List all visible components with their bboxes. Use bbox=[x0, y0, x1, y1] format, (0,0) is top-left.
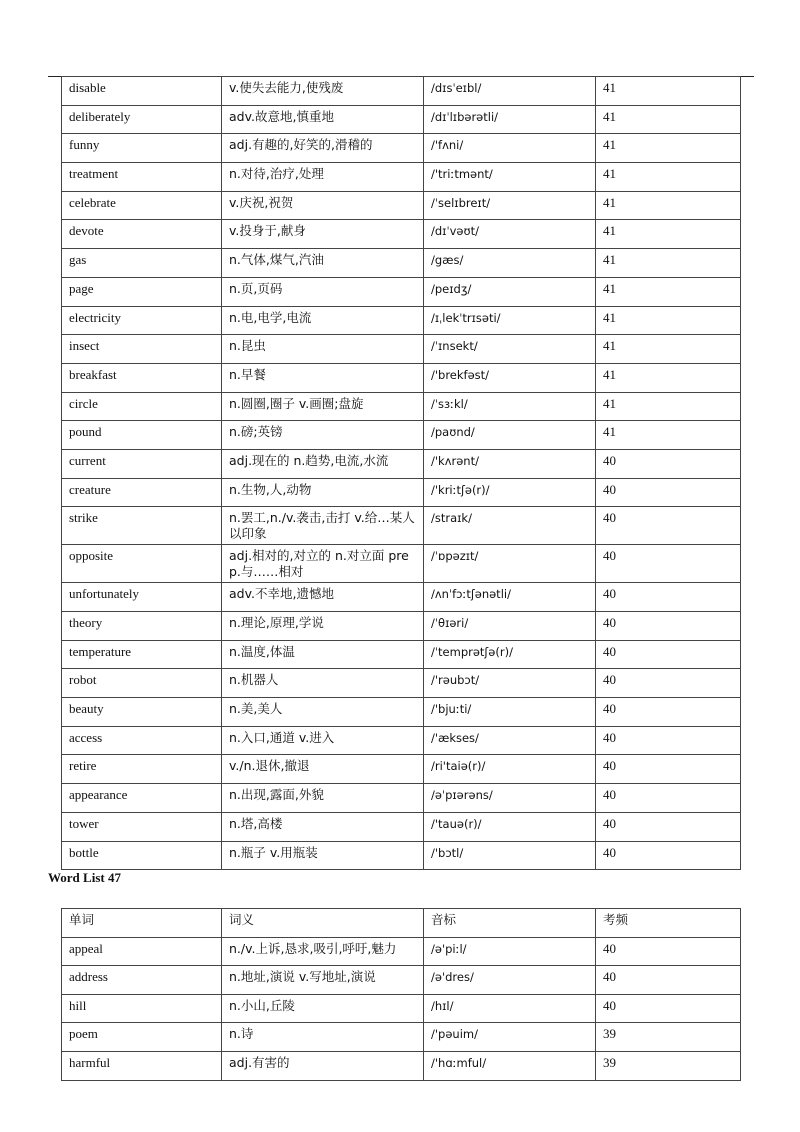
meaning-cell: n.磅;英镑 bbox=[222, 421, 424, 450]
table-row bbox=[62, 421, 741, 450]
ipa-cell: /'kriːtʃə(r)/ bbox=[424, 478, 596, 507]
frequency-cell: 41 bbox=[596, 105, 741, 134]
word-cell: disable bbox=[62, 77, 222, 106]
meaning-cell: n.罢工,n./v.袭击,击打 v.给…某人以印象 bbox=[222, 507, 424, 545]
table-row bbox=[62, 937, 741, 966]
frequency-cell: 41 bbox=[596, 277, 741, 306]
frequency-cell: 40 bbox=[596, 449, 741, 478]
meaning-cell: n.气体,煤气,汽油 bbox=[222, 249, 424, 278]
meaning-cell: n.对待,治疗,处理 bbox=[222, 163, 424, 192]
ipa-cell: /ʌnˈfɔːtʃənətli/ bbox=[424, 583, 596, 612]
word-cell: breakfast bbox=[62, 363, 222, 392]
table-row bbox=[62, 726, 741, 755]
ipa-cell: /'hɑːmful/ bbox=[424, 1051, 596, 1080]
frequency-cell: 41 bbox=[596, 335, 741, 364]
ipa-cell: /ˈɪnsekt/ bbox=[424, 335, 596, 364]
frequency-cell: 41 bbox=[596, 134, 741, 163]
ipa-cell: /'fʌni/ bbox=[424, 134, 596, 163]
meaning-cell: adj.有害的 bbox=[222, 1051, 424, 1080]
word-cell: treatment bbox=[62, 163, 222, 192]
word-cell: creature bbox=[62, 478, 222, 507]
table-row bbox=[62, 545, 741, 583]
meaning-cell: adj.现在的 n.趋势,电流,水流 bbox=[222, 449, 424, 478]
frequency-cell: 41 bbox=[596, 363, 741, 392]
table-row bbox=[62, 191, 741, 220]
meaning-cell: n.瓶子 v.用瓶装 bbox=[222, 841, 424, 870]
word-cell: page bbox=[62, 277, 222, 306]
meaning-cell: n.电,电学,电流 bbox=[222, 306, 424, 335]
vocabulary-table-main bbox=[61, 76, 741, 870]
word-cell: funny bbox=[62, 134, 222, 163]
frequency-cell: 41 bbox=[596, 392, 741, 421]
table-row bbox=[62, 306, 741, 335]
word-cell: address bbox=[62, 966, 222, 995]
table-row bbox=[62, 507, 741, 545]
meaning-cell: n.昆虫 bbox=[222, 335, 424, 364]
meaning-cell: v.庆祝,祝贺 bbox=[222, 191, 424, 220]
frequency-cell: 40 bbox=[596, 545, 741, 583]
table-row bbox=[62, 583, 741, 612]
meaning-cell: v.投身于,献身 bbox=[222, 220, 424, 249]
meaning-cell: n.塔,高楼 bbox=[222, 812, 424, 841]
word-cell: deliberately bbox=[62, 105, 222, 134]
meaning-cell: adv.不幸地,遗憾地 bbox=[222, 583, 424, 612]
ipa-cell: /'pəuim/ bbox=[424, 1023, 596, 1052]
frequency-cell: 40 bbox=[596, 755, 741, 784]
vocabulary-table-list47-body bbox=[62, 909, 741, 1081]
vocabulary-table-list47 bbox=[61, 908, 741, 1081]
word-cell: current bbox=[62, 449, 222, 478]
table-row bbox=[62, 478, 741, 507]
table-row bbox=[62, 1023, 741, 1052]
meaning-cell: v.使失去能力,使残废 bbox=[222, 77, 424, 106]
word-cell: appearance bbox=[62, 784, 222, 813]
word-cell: insect bbox=[62, 335, 222, 364]
word-cell: temperature bbox=[62, 640, 222, 669]
ipa-cell: /dɪˈvəʊt/ bbox=[424, 220, 596, 249]
frequency-cell: 40 bbox=[596, 507, 741, 545]
table-row bbox=[62, 220, 741, 249]
table-row bbox=[62, 698, 741, 727]
table-row bbox=[62, 755, 741, 784]
vocabulary-table-main-body bbox=[62, 77, 741, 870]
meaning-cell: adj.相对的,对立的 n.对立面 prep.与……相对 bbox=[222, 545, 424, 583]
ipa-cell: /paʊnd/ bbox=[424, 421, 596, 450]
table-row bbox=[62, 784, 741, 813]
word-cell: strike bbox=[62, 507, 222, 545]
word-cell: electricity bbox=[62, 306, 222, 335]
ipa-cell: /ə'dres/ bbox=[424, 966, 596, 995]
ipa-cell: /'bjuːti/ bbox=[424, 698, 596, 727]
frequency-cell: 40 bbox=[596, 640, 741, 669]
ipa-cell: /hɪl/ bbox=[424, 994, 596, 1023]
ipa-cell: /'bɔtl/ bbox=[424, 841, 596, 870]
table-row bbox=[62, 612, 741, 641]
meaning-cell: n.小山,丘陵 bbox=[222, 994, 424, 1023]
ipa-cell: /dɪsˈeɪbl/ bbox=[424, 77, 596, 106]
table-row bbox=[62, 841, 741, 870]
meaning-cell: n.早餐 bbox=[222, 363, 424, 392]
frequency-cell: 40 bbox=[596, 698, 741, 727]
frequency-cell: 40 bbox=[596, 966, 741, 995]
meaning-cell: n.诗 bbox=[222, 1023, 424, 1052]
frequency-cell: 41 bbox=[596, 191, 741, 220]
meaning-cell: n.理论,原理,学说 bbox=[222, 612, 424, 641]
word-cell: robot bbox=[62, 669, 222, 698]
meaning-cell: n./v.上诉,恳求,吸引,呼吁,魅力 bbox=[222, 937, 424, 966]
frequency-cell: 40 bbox=[596, 478, 741, 507]
meaning-cell: n.机器人 bbox=[222, 669, 424, 698]
ipa-cell: /'rəubɔt/ bbox=[424, 669, 596, 698]
frequency-cell: 40 bbox=[596, 994, 741, 1023]
frequency-cell: 41 bbox=[596, 421, 741, 450]
meaning-cell: n.页,页码 bbox=[222, 277, 424, 306]
word-cell: gas bbox=[62, 249, 222, 278]
table-row bbox=[62, 669, 741, 698]
frequency-cell: 41 bbox=[596, 306, 741, 335]
table-row bbox=[62, 335, 741, 364]
frequency-cell: 41 bbox=[596, 249, 741, 278]
table-row bbox=[62, 392, 741, 421]
table-row bbox=[62, 105, 741, 134]
ipa-cell: /'ækses/ bbox=[424, 726, 596, 755]
table-row bbox=[62, 77, 741, 106]
meaning-cell: n.温度,体温 bbox=[222, 640, 424, 669]
ipa-cell: /'kʌrənt/ bbox=[424, 449, 596, 478]
word-cell: theory bbox=[62, 612, 222, 641]
ipa-cell: /əˈpɪərəns/ bbox=[424, 784, 596, 813]
word-cell: circle bbox=[62, 392, 222, 421]
table-row bbox=[62, 966, 741, 995]
ipa-cell: /'triːtmənt/ bbox=[424, 163, 596, 192]
ipa-cell: /gæs/ bbox=[424, 249, 596, 278]
frequency-cell: 40 bbox=[596, 841, 741, 870]
frequency-cell: 40 bbox=[596, 726, 741, 755]
table-row bbox=[62, 812, 741, 841]
word-cell: beauty bbox=[62, 698, 222, 727]
ipa-cell: /ˈθɪəri/ bbox=[424, 612, 596, 641]
frequency-cell: 41 bbox=[596, 163, 741, 192]
table-row bbox=[62, 449, 741, 478]
word-cell: tower bbox=[62, 812, 222, 841]
frequency-cell: 40 bbox=[596, 937, 741, 966]
table-row bbox=[62, 363, 741, 392]
meaning-cell: n.美,美人 bbox=[222, 698, 424, 727]
ipa-cell: /ˈselɪbreɪt/ bbox=[424, 191, 596, 220]
table-header-row bbox=[62, 909, 741, 938]
frequency-cell: 41 bbox=[596, 77, 741, 106]
ipa-cell: /ri'taiə(r)/ bbox=[424, 755, 596, 784]
ipa-cell: /peɪdʒ/ bbox=[424, 277, 596, 306]
ipa-cell: /'brekfəst/ bbox=[424, 363, 596, 392]
word-cell: opposite bbox=[62, 545, 222, 583]
table-row bbox=[62, 277, 741, 306]
word-cell: retire bbox=[62, 755, 222, 784]
table-row bbox=[62, 994, 741, 1023]
word-cell: celebrate bbox=[62, 191, 222, 220]
ipa-cell: /ˈsɜːkl/ bbox=[424, 392, 596, 421]
word-cell: pound bbox=[62, 421, 222, 450]
meaning-cell: n.入口,通道 v.进入 bbox=[222, 726, 424, 755]
header-word: 单词 bbox=[62, 909, 222, 938]
table-row bbox=[62, 163, 741, 192]
ipa-cell: /ˈtemprətʃə(r)/ bbox=[424, 640, 596, 669]
word-cell: poem bbox=[62, 1023, 222, 1052]
ipa-cell: /ə'piːl/ bbox=[424, 937, 596, 966]
table-row bbox=[62, 1051, 741, 1080]
word-cell: bottle bbox=[62, 841, 222, 870]
meaning-cell: adj.有趣的,好笑的,滑稽的 bbox=[222, 134, 424, 163]
table-row bbox=[62, 249, 741, 278]
frequency-cell: 40 bbox=[596, 784, 741, 813]
header-ipa: 音标 bbox=[424, 909, 596, 938]
ipa-cell: /straɪk/ bbox=[424, 507, 596, 545]
meaning-cell: adv.故意地,慎重地 bbox=[222, 105, 424, 134]
frequency-cell: 40 bbox=[596, 583, 741, 612]
ipa-cell: /ˈɒpəzɪt/ bbox=[424, 545, 596, 583]
meaning-cell: n.生物,人,动物 bbox=[222, 478, 424, 507]
word-cell: unfortunately bbox=[62, 583, 222, 612]
section-title: Word List 47 bbox=[48, 870, 121, 885]
frequency-cell: 40 bbox=[596, 612, 741, 641]
word-cell: access bbox=[62, 726, 222, 755]
table-row bbox=[62, 640, 741, 669]
word-cell: devote bbox=[62, 220, 222, 249]
word-cell: hill bbox=[62, 994, 222, 1023]
ipa-cell: /'tauə(r)/ bbox=[424, 812, 596, 841]
ipa-cell: /ɪˌlekˈtrɪsəti/ bbox=[424, 306, 596, 335]
meaning-cell: n.圆圈,圈子 v.画圈;盘旋 bbox=[222, 392, 424, 421]
frequency-cell: 40 bbox=[596, 669, 741, 698]
table-row bbox=[62, 134, 741, 163]
word-cell: appeal bbox=[62, 937, 222, 966]
frequency-cell: 39 bbox=[596, 1023, 741, 1052]
meaning-cell: n.地址,演说 v.写地址,演说 bbox=[222, 966, 424, 995]
frequency-cell: 40 bbox=[596, 812, 741, 841]
meaning-cell: v./n.退休,撤退 bbox=[222, 755, 424, 784]
header-meaning: 词义 bbox=[222, 909, 424, 938]
frequency-cell: 41 bbox=[596, 220, 741, 249]
meaning-cell: n.出现,露面,外貌 bbox=[222, 784, 424, 813]
ipa-cell: /dɪˈlɪbərətli/ bbox=[424, 105, 596, 134]
frequency-cell: 39 bbox=[596, 1051, 741, 1080]
header-frequency: 考频 bbox=[596, 909, 741, 938]
word-cell: harmful bbox=[62, 1051, 222, 1080]
